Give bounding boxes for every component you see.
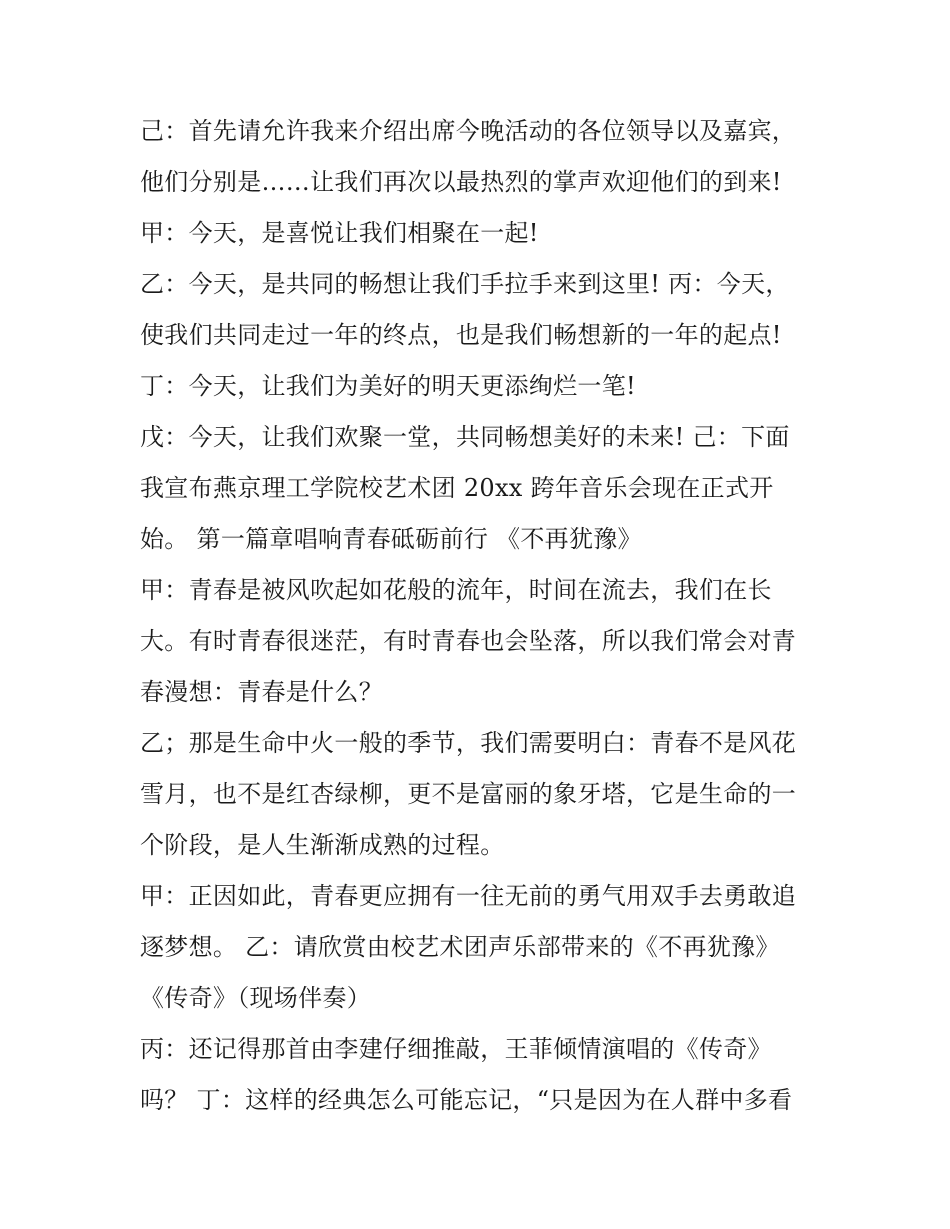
text-line: 春漫想：青春是什么？ <box>140 678 383 706</box>
text-line: 《传奇》（现场伴奏） <box>140 984 371 1012</box>
text-line: 乙：今天，是共同的畅想让我们手拉手来到这里! 丙：今天， <box>140 270 790 298</box>
text-line: 吗？ 丁：这样的经典怎么可能忘记，“只是因为在人群中多看 <box>140 1086 793 1114</box>
text-line: 戊：今天，让我们欢聚一堂，共同畅想美好的未来! 己：下面 <box>140 423 790 451</box>
text-line: 甲：正因如此，青春更应拥有一往无前的勇气用双手去勇敢追 <box>140 882 797 910</box>
text-line: 我宣布燕京理工学院校艺术团 20xx 跨年音乐会现在正式开 <box>140 474 774 502</box>
text-line: 使我们共同走过一年的终点，也是我们畅想新的一年的起点! <box>140 321 782 349</box>
text-line: 逐梦想。 乙：请欣赏由校艺术团声乐部带来的《不再犹豫》 <box>140 933 780 961</box>
text-line: 乙；那是生命中火一般的季节，我们需要明白：青春不是风花 <box>140 729 797 757</box>
text-line: 甲：青春是被风吹起如花般的流年，时间在流去，我们在长 <box>140 576 772 604</box>
text-line: 大。有时青春很迷茫，有时青春也会坠落，所以我们常会对青 <box>140 627 797 655</box>
text-line: 丁：今天，让我们为美好的明天更添绚烂一笔! <box>140 372 636 400</box>
text-line: 甲：今天，是喜悦让我们相聚在一起! <box>140 219 539 247</box>
text-line: 个阶段，是人生渐渐成熟的过程。 <box>140 831 505 859</box>
script-text-block <box>140 106 820 1126</box>
text-line: 始。 第一篇章唱响青春砥砺前行 《不再犹豫》 <box>140 525 642 553</box>
text-line: 雪月，也不是红杏绿柳，更不是富丽的象牙塔，它是生命的一 <box>140 780 797 808</box>
text-line: 丙：还记得那首由李建仔细推敲，王菲倾情演唱的《传奇》 <box>140 1035 772 1063</box>
text-line: 己：首先请允许我来介绍出席今晚活动的各位领导以及嘉宾， <box>140 117 797 145</box>
text-line: 他们分别是……让我们再次以最热烈的掌声欢迎他们的到来! <box>140 168 782 196</box>
